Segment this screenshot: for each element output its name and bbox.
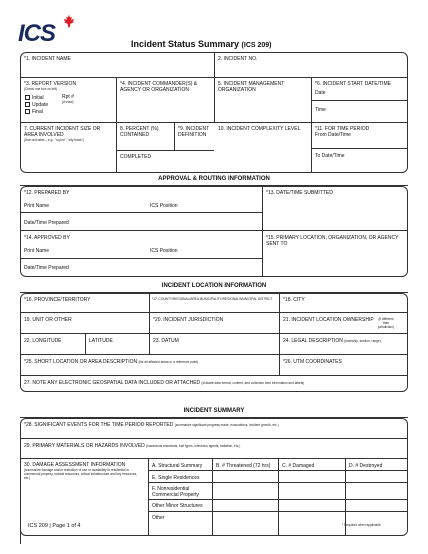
col-destroyed: D. # Destroyed: [349, 463, 383, 469]
field-latitude[interactable]: LATITUDE: [89, 338, 113, 344]
col-damaged: C. # Damaged: [282, 463, 315, 469]
field-approved-datetime[interactable]: Date/Time Prepared: [24, 265, 69, 271]
field-incident-management-org[interactable]: 5. INCIDENT MANAGEMENT ORGANIZATION: [218, 81, 285, 93]
field-jurisdiction[interactable]: *20. INCIDENT JURISDICTION: [153, 317, 224, 323]
field-approved-name[interactable]: Print Name: [24, 248, 50, 254]
field-date-submitted[interactable]: *13. DATE/TIME SUBMITTED: [266, 190, 333, 196]
field-utm-coordinates[interactable]: *26. UTM COORDINATES: [283, 359, 342, 365]
field-longitude[interactable]: 22. LONGITUDE: [24, 338, 62, 344]
field-prepared-position[interactable]: ICS Position: [150, 203, 178, 209]
col-structural-summary: A. Structural Summary: [152, 463, 203, 469]
field-geospatial-data[interactable]: 27. NOTE ANY ELECTRONIC GEOSPATIAL DATA INCLUDED OR ATTACHED (indicate data format, content, and collection time information and labels): [24, 380, 305, 386]
field-significant-events[interactable]: *28. SIGNIFICANT EVENTS FOR THE TIME PERIOD REPORTED (summarize significant progress made, evacuations, incident growth, etc.): [24, 422, 279, 428]
field-to-date[interactable]: To Date/Time: [315, 153, 345, 159]
page-title: [131, 39, 272, 49]
required-note: * Required when applicable: [342, 523, 381, 527]
field-short-location[interactable]: *25. SHORT LOCATION OR AREA DESCRIPTION (list all affected areas or a reference point): [24, 359, 199, 365]
field-datum[interactable]: 23. DATUM: [153, 338, 179, 344]
field-incident-name[interactable]: *1. INCIDENT NAME: [24, 56, 71, 62]
field-approved-by: *14. APPROVED BY: [24, 235, 70, 241]
row-nonresidential: F. Nonresidential Commercial Property: [152, 486, 199, 498]
field-time-period[interactable]: *11. FOR TIME PERIOD From Date/Time: [315, 126, 370, 138]
report-number-label: Rpt #: [62, 94, 74, 100]
checkbox-update[interactable]: Update: [25, 102, 48, 109]
field-county[interactable]: *17. COUNTY/REGIONAL/AREA MUNICIPALITY/REGIONAL/MUNICIPAL DISTRICT: [152, 297, 273, 301]
approval-heading: APPROVAL & ROUTING INFORMATION: [158, 176, 270, 182]
field-incident-size[interactable]: 7. CURRENT INCIDENT SIZE OR AREA INVOLVED (Use unit label – e.g., "sq km", "city block"): [24, 126, 101, 142]
row-other: Other: [152, 515, 165, 521]
ics-logo: [18, 18, 68, 48]
field-start-time[interactable]: Time: [315, 107, 326, 113]
row-other-minor: Other Minor Structures: [152, 503, 203, 509]
field-incident-number[interactable]: 2. INCIDENT NO.: [218, 56, 258, 62]
logo-text: ICS: [18, 20, 56, 47]
field-damage-assessment: 30. DAMAGE ASSESSMENT INFORMATION (summarize damage and/or restriction of use or availability to residential or commercial property, natural resources, critical infrastructure and key resources, etc.): [24, 462, 138, 480]
field-report-version: *3. REPORT VERSION (Check one box on left) Initial Update Final Rpt # (if used): [24, 81, 77, 115]
field-approved-position[interactable]: ICS Position: [150, 248, 178, 254]
approval-box: [20, 186, 408, 277]
col-threatened: B. # Threatened (72 hrs): [216, 463, 271, 469]
field-completed[interactable]: COMPLETED: [120, 154, 152, 160]
field-prepared-name[interactable]: Print Name: [24, 203, 50, 209]
title-text: Incident Status Summary: [131, 39, 240, 49]
checkbox-final[interactable]: Final: [25, 109, 48, 116]
field-prepared-by: *12. PREPARED BY: [24, 190, 70, 196]
field-complexity-level[interactable]: 10. INCIDENT COMPLEXITY LEVEL: [218, 126, 301, 132]
field-prepared-datetime[interactable]: Date/Time Prepared: [24, 220, 69, 226]
field-province[interactable]: *16. PROVINCE/TERRITORY: [24, 297, 91, 303]
field-primary-location-sent-to[interactable]: *15. PRIMARY LOCATION, ORGANIZATION, OR AGENCY SENT TO: [266, 235, 399, 247]
field-location-ownership[interactable]: 21. INCIDENT LOCATION OWNERSHIP (if different than jurisdiction): [283, 317, 395, 329]
field-incident-definition[interactable]: *9. INCIDENT DEFINITION: [178, 126, 210, 138]
checkbox-initial[interactable]: Initial: [25, 95, 48, 102]
page-number: ICS 209 | Page 1 of 4: [28, 523, 81, 529]
form-code: (ICS 209): [241, 42, 272, 49]
summary-heading: INCIDENT SUMMARY: [183, 408, 245, 414]
location-heading: INCIDENT LOCATION INFORMATION: [161, 283, 267, 289]
row-single-residences: E. Single Residences: [152, 475, 200, 481]
field-primary-hazards[interactable]: 29. PRIMARY MATERIALS OR HAZARDS INVOLVED (hazardous chemicals, fuel types, infectious agents, radiation, etc.): [24, 443, 241, 449]
maple-leaf-icon: [62, 14, 76, 28]
field-unit[interactable]: 19. UNIT OR OTHER: [24, 317, 72, 323]
field-city[interactable]: *18. CITY: [283, 297, 305, 303]
field-percent-contained[interactable]: 8. PERCENT (%) CONTAINED: [120, 126, 159, 138]
field-incident-commander[interactable]: *4. INCIDENT COMMANDER(S) & AGENCY OR ORGANIZATION: [120, 81, 198, 93]
field-legal-description[interactable]: 24. LEGAL DESCRIPTION (township, section, range): [283, 338, 381, 344]
field-incident-start[interactable]: *6. INCIDENT START DATE/TIME Date: [315, 81, 391, 96]
